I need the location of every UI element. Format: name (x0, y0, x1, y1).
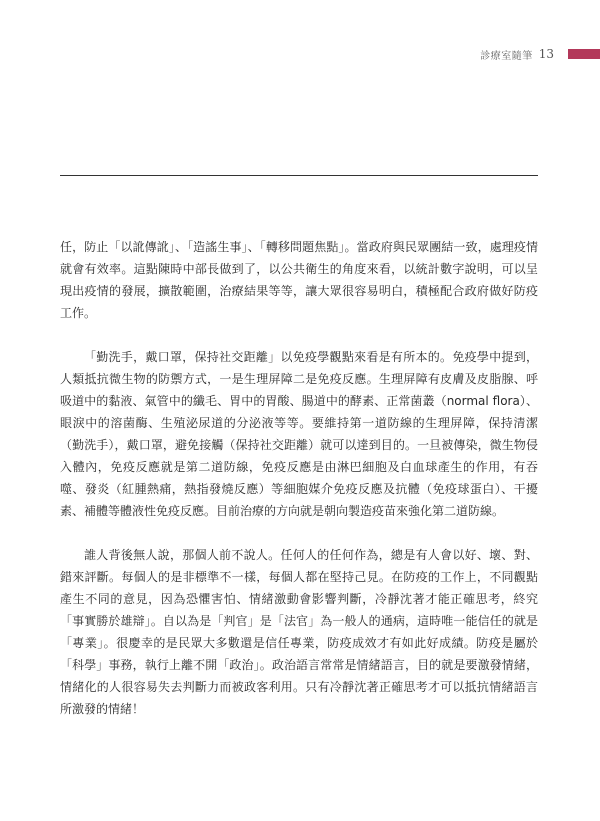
page-header (480, 44, 600, 64)
header-divider (60, 175, 538, 176)
paragraph-2: 「勤洗手，戴口罩，保持社交距離」以免疫學觀點來看是有所本的。免疫學中提到，人類抵抗微生物的防禦方式，一是生理屏障二是免疫反應。生理屏障有皮膚及皮脂腺、呼吸道中的黏液、氣管中的纖毛、胃中的胃酸、腸道中的酵素、正常菌叢（normal flora）、眼淚中的溶菌酶、生殖泌尿道的分泌液等等。要維持第一道防線的生理屏障，保持清潔（勤洗手），戴口罩，避免接觸（保持社交距離）就可以達到目的。一旦被傳染，微生物侵入體內，免疫反應就是第二道防線，免疫反應是由淋巴細胞及白血球產生的作用，有吞噬、發炎（紅腫熱痛，熱指發燒反應）等細胞媒介免疫反應及抗體（免疫球蛋白）、干擾素、補體等體液性免疫反應。目前治療的方向就是朝向製造疫苗來強化第二道防線。 (60, 350, 538, 518)
running-title: 診療室隨筆 (480, 50, 533, 62)
chapter-tab-marker (568, 49, 600, 59)
page-number: 13 (538, 47, 554, 61)
paragraph-1: 任，防止「以訛傳訛」、「造謠生事」、「轉移問題焦點」。當政府與民眾團結一致，處理疫情就會有效率。這點陳時中部長做到了，以公共衛生的角度來看，以統計數字說明，可以呈現出疫情的發展，擴散範圍，治療結果等等，讓大眾很容易明白，積極配合政府做好防疫工作。 (60, 240, 538, 320)
body-text (60, 236, 538, 742)
paragraph-3: 誰人背後無人說，那個人前不說人。任何人的任何作為，總是有人會以好、壞、對、錯來評斷。每個人的是非標準不一樣，每個人都在堅持己見。在防疫的工作上，不同觀點產生不同的意見，因為恐懼害怕、情緒激動會影響判斷，冷靜沈著才能正確思考，終究「事實勝於雄辯」。自以為是「判官」是「法官」為一般人的通病，這時唯一能信任的就是「專業」。很慶幸的是民眾大多數還是信任專業，防疫成效才有如此好成績。防疫是屬於「科學」事務，執行上離不開「政治」。政治語言常常是情緒語言，目的就是要激發情緒，情緒化的人很容易失去判斷力而被政客利用。只有冷靜沈著正確思考才可以抵抗情緒語言所激發的情緒！ (60, 548, 538, 716)
